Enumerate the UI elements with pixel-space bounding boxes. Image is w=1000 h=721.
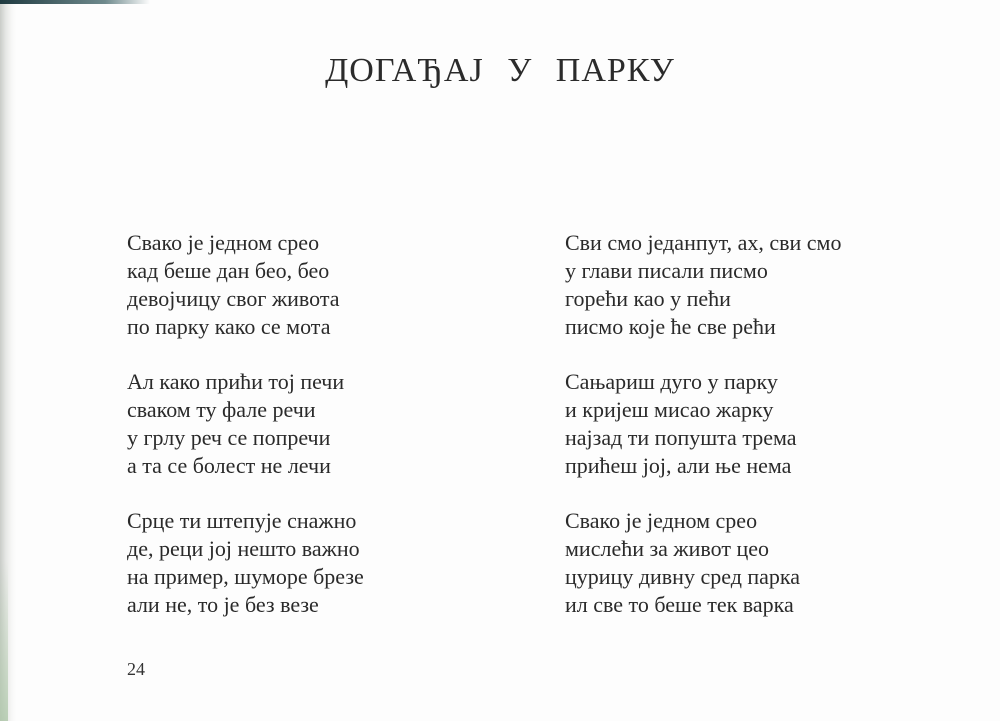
poem-line: у грлу реч се попречи [127, 425, 331, 450]
poem-line: Свако је једном срео [565, 508, 758, 533]
poem-line: мислећи за живот цео [565, 536, 770, 561]
poem-line: де, реци јој нешто важно [127, 536, 360, 561]
poem-line: на пример, шуморе брезе [127, 564, 364, 589]
poem-line: сваком ту фале речи [127, 397, 316, 422]
poem-line: писмо које ће све рећи [565, 314, 776, 339]
poem-line: Сви смо једанпут, ах, сви смо [565, 230, 842, 255]
poem-line: Сањариш дуго у парку [565, 369, 778, 394]
poem-line: и кријеш мисао жарку [565, 397, 774, 422]
stanza [127, 507, 364, 619]
page-edge-tint [0, 560, 8, 721]
scan-corner-mark [0, 0, 150, 4]
poem-line: прићеш јој, али ње нема [565, 453, 792, 478]
poem-line: а та се болест не лечи [127, 453, 331, 478]
poem-line: у глави писали писмо [565, 258, 768, 283]
poem-line: горећи као у пећи [565, 286, 731, 311]
poem-line: ил све то беше тек варка [565, 592, 794, 617]
poem-line: цурицу дивну сред парка [565, 564, 801, 589]
page-number: 24 [127, 659, 145, 679]
poem-line: али не, то је без везе [127, 592, 319, 617]
stanza [565, 229, 841, 341]
poem-line: Ал како прићи тој печи [127, 369, 345, 394]
stanza [127, 368, 364, 480]
poem-line: девојчицу свог живота [127, 286, 340, 311]
poem-line: кад беше дан бео, бео [127, 258, 330, 283]
left-column [127, 229, 364, 646]
stanza [565, 507, 841, 619]
poem-line: Срце ти штепује снажно [127, 508, 357, 533]
stanza [565, 368, 841, 480]
poem-line: по парку како се мота [127, 314, 331, 339]
poem-line: Свако је једном срео [127, 230, 320, 255]
poem-title: ДОГАЂАЈ У ПАРКУ [325, 52, 675, 89]
right-column [565, 229, 841, 646]
poem-line: најзад ти попушта трема [565, 425, 797, 450]
stanza [127, 229, 364, 341]
